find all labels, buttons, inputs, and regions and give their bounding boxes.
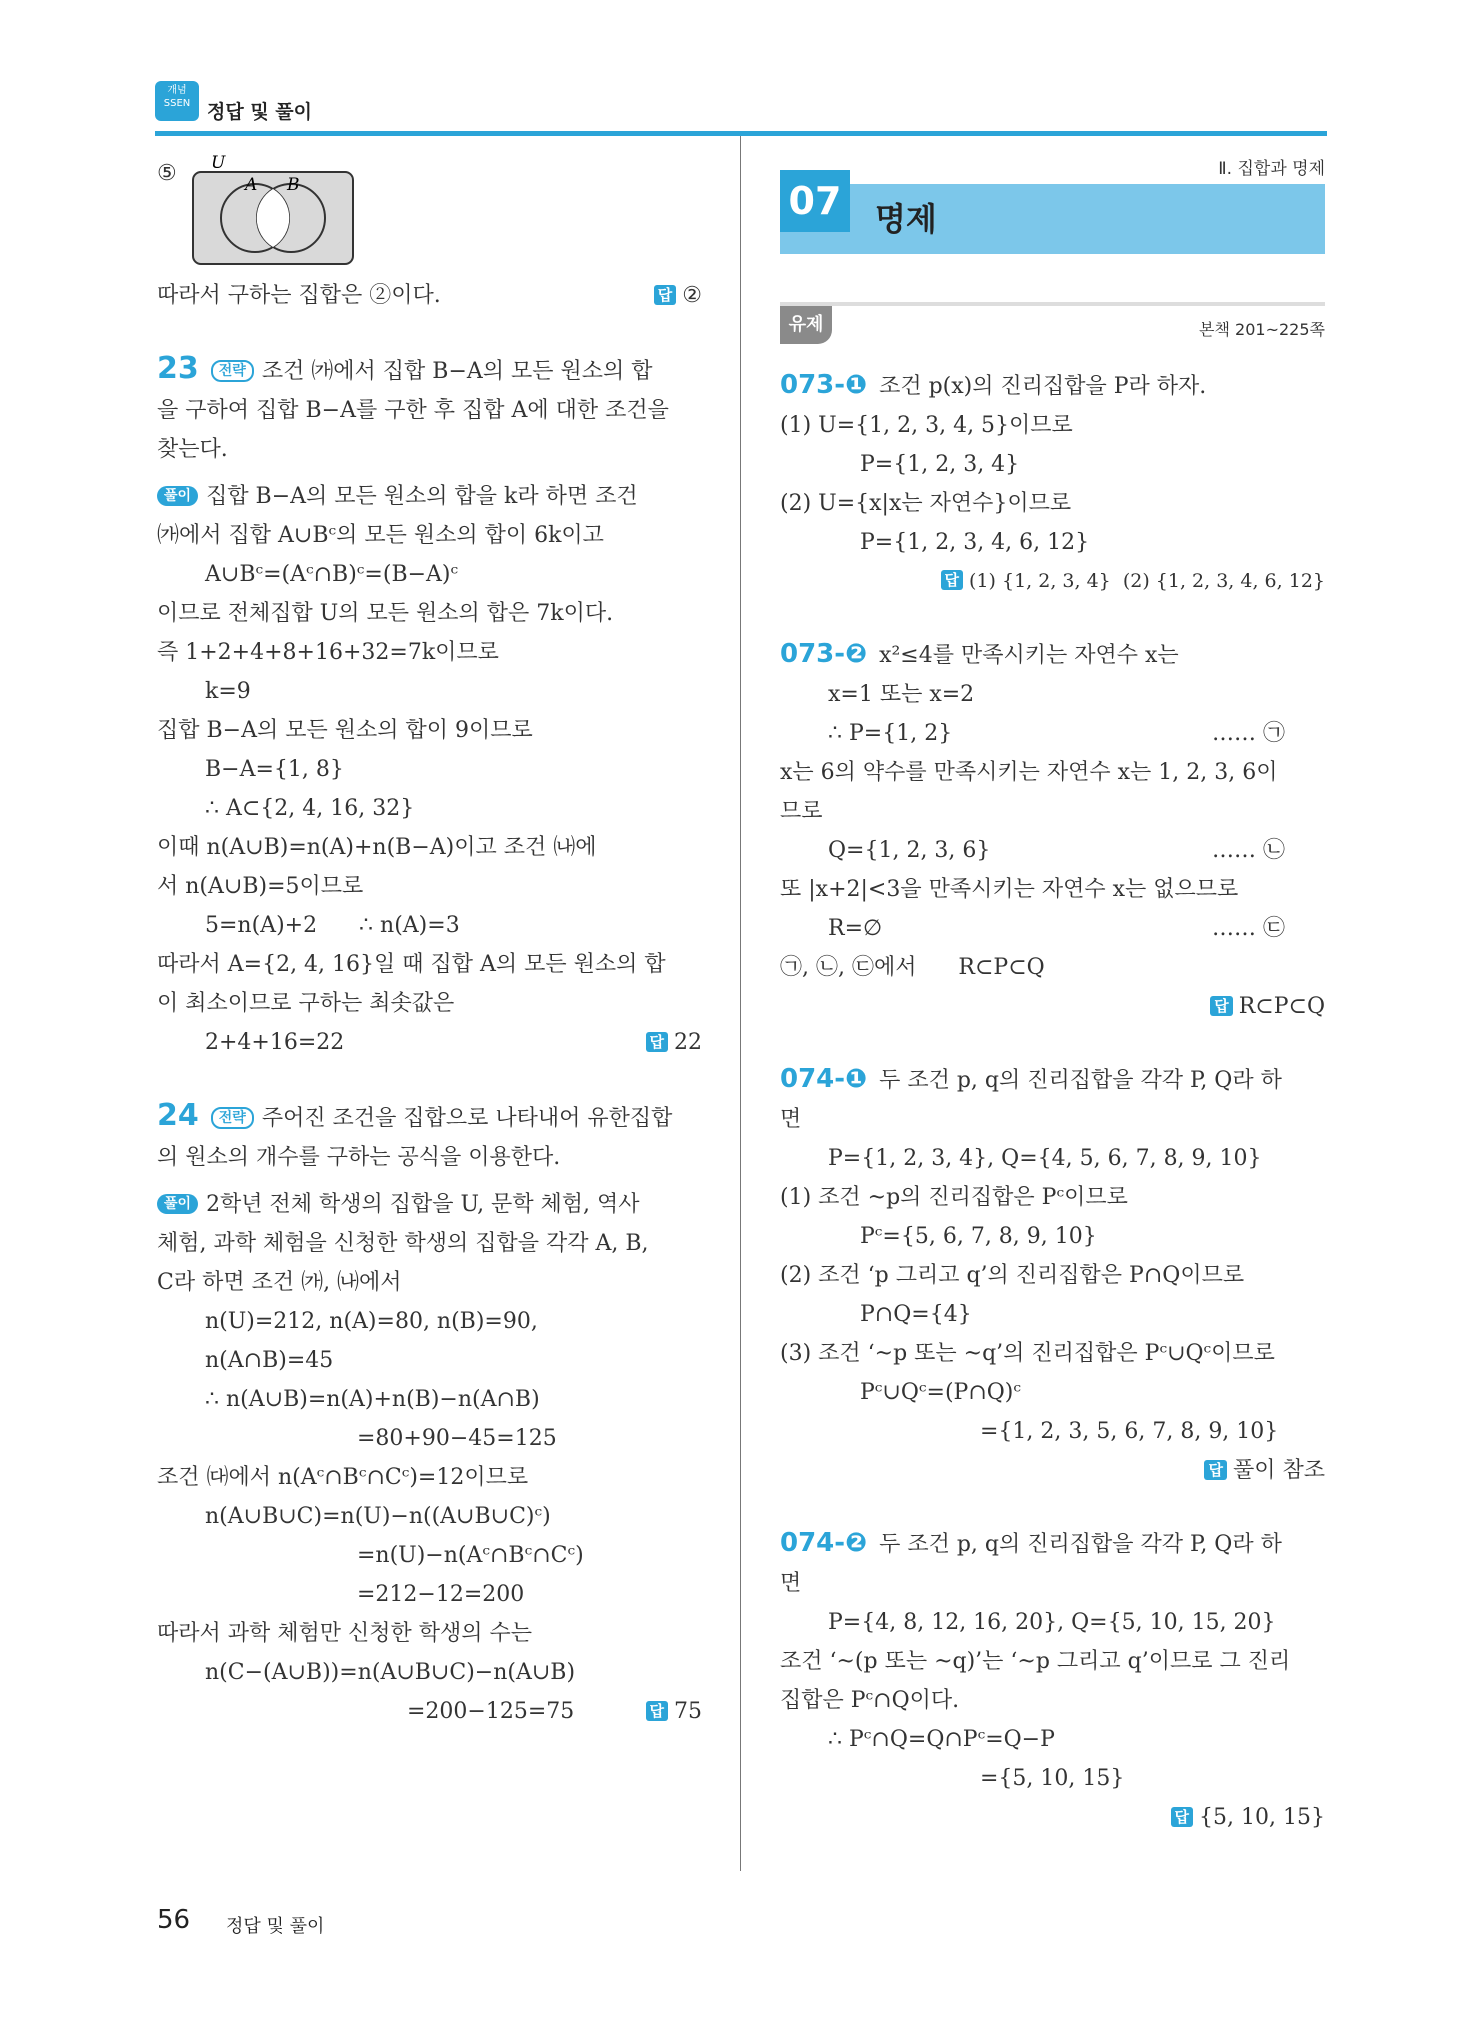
footer-title: 정답 및 풀이: [226, 1916, 325, 1937]
problem-073-2: 073-❷ x²≤4를 만족시키는 자연수 x는 x=1 또는 x=2 ∴ P={1, 2} …… ㉠ x는 6의 약수를 만족시키는 자연수 x는 1, 2, 3, 6이 므로 Q={1, 2, 3, 6} …… ㉡ 또 |x+2|<3을 만족시키는 자연수 x는 없으므로 R=∅ …… ㉢ ㉠, ㉡, ㉢에서 R⊂P⊂Q 답 R⊂P⊂Q: [780, 635, 1325, 1026]
solution-tag: 풀이: [157, 486, 198, 506]
problem-number: 23: [157, 351, 199, 386]
p22-conclusion: 따라서 구하는 집합은 ②이다. 답 ②: [157, 276, 702, 315]
problem-23: 23 전략 조건 ㈎에서 집합 B−A의 모든 원소의 합 을 구하여 집합 B−A를 구한 후 집합 A에 대한 조건을 찾는다. 풀이 집합 B−A의 모든 원소의 합을 k라 하면 조건 ㈎에서 집합 A∪Bᶜ의 모든 원소의 합이 6k이고 A∪Bᶜ=(Aᶜ∩B)ᶜ=(B−A)ᶜ 이므로 전체집합 U의 모든 원소의 합은 7k이다. 즉 1+2+4+8+16+32=7k이므로 k=9 집합 B−A의 모든 원소의 합이 9이므로 B−A={1, 8} ∴ A⊂{2, 4, 16, 32} 이때 n(A∪B)=n(A)+n(B−A)이고 조건 ㈏에 서 n(A∪B)=5이므로 5=n(A)+2 ∴ n(A)=3 따라서 A={2, 4, 16}일 때 집합 A의 모든 원소의 합 이 최소이므로 구하는 최솟값은 2+4+16=22 답 22: [157, 349, 702, 1062]
mark-1: …… ㉠: [1212, 721, 1285, 746]
section-header: [780, 296, 1325, 356]
section-badge: 유제: [780, 306, 832, 344]
p074-1-answer: 답 풀이 참조: [780, 1451, 1325, 1490]
page-header: [155, 75, 1325, 135]
p073-2-answer: 답 R⊂P⊂Q: [780, 987, 1325, 1026]
logo-bottom: SSEN: [163, 98, 191, 109]
venn-svg: [187, 150, 387, 270]
problem-074-1: 074-❶ 두 조건 p, q의 진리집합을 각각 P, Q라 하 면 P={1, 2, 3, 4}, Q={4, 5, 6, 7, 8, 9, 10} (1) 조건 ~p의 진리집합은 Pᶜ이므로 Pᶜ={5, 6, 7, 8, 9, 10} (2) 조건 ‘p 그리고 q’의 진리집합은 P∩Q이므로 P∩Q={4} (3) 조건 ‘~p 또는 ~q’의 진리집합은 Pᶜ∪Qᶜ이므로 Pᶜ∪Qᶜ=(P∩Q)ᶜ ={1, 2, 3, 5, 6, 7, 8, 9, 10} 답 풀이 참조: [780, 1060, 1325, 1490]
chapter-bar: [780, 184, 1325, 254]
mark-3: …… ㉢: [1212, 916, 1285, 941]
header-rule: [155, 131, 1327, 136]
chapter-number: 07: [780, 170, 850, 232]
page-number: 56: [157, 1905, 191, 1935]
chapter-header: [780, 150, 1325, 260]
section-page-ref: 본책 201~225쪽: [1199, 320, 1325, 339]
chapter-subtitle: Ⅱ. 집합과 명제: [1218, 159, 1325, 179]
problem-id: 074-❷: [780, 1528, 868, 1558]
left-column: [157, 150, 702, 1731]
logo-top: 개념: [167, 85, 187, 96]
p22-answer: 답 ②: [654, 276, 702, 315]
p074-2-answer: 답 {5, 10, 15}: [780, 1798, 1325, 1837]
solution-tag: 풀이: [157, 1194, 198, 1214]
venn-u-label: U: [211, 153, 226, 173]
problem-073-1: 073-❶ 조건 p(x)의 진리집합을 P라 하자. (1) U={1, 2, 3, 4, 5}이므로 P={1, 2, 3, 4} (2) U={x|x는 자연수}이므로 P={1, 2, 3, 4, 6, 12} 답 (1) {1, 2, 3, 4} (2) {1, 2, 3, 4, 6, 12}: [780, 366, 1325, 601]
problem-074-2: 074-❷ 두 조건 p, q의 진리집합을 각각 P, Q라 하 면 P={4, 8, 12, 16, 20}, Q={5, 10, 15, 20} 조건 ‘~(p 또는 ~q)’는 ‘~p 그리고 q’이므로 그 진리 집합은 Pᶜ∩Q이다. ∴ Pᶜ∩Q=Q∩Pᶜ=Q−P ={5, 10, 15} 답 {5, 10, 15}: [780, 1524, 1325, 1837]
problem-id: 073-❶: [780, 370, 868, 400]
problem-id: 074-❶: [780, 1064, 868, 1094]
chapter-title: 명제: [875, 200, 937, 238]
venn-b-label: B: [287, 175, 300, 195]
strategy-tag: 전략: [211, 1107, 254, 1129]
venn-a-label: A: [245, 175, 258, 195]
strategy-tag: 전략: [211, 360, 254, 382]
section-line: [780, 302, 1325, 306]
header-title: 정답 및 풀이: [207, 101, 312, 123]
mark-2: …… ㉡: [1212, 838, 1285, 863]
p24-answer: 답 75: [646, 1692, 703, 1731]
p23-answer: 답 22: [646, 1023, 703, 1062]
problem-id: 073-❷: [780, 639, 868, 669]
problem-number: 24: [157, 1098, 199, 1133]
venn-choice: ⑤: [157, 161, 177, 186]
problem-24: 24 전략 주어진 조건을 집합으로 나타내어 유한집합 의 원소의 개수를 구하는 공식을 이용한다. 풀이 2학년 전체 학생의 집합을 U, 문학 체험, 역사 체험, 과학 체험을 신청한 학생의 집합을 각각 A, B, C라 하면 조건 ㈎, ㈏에서 n(U)=212, n(A)=80, n(B)=90, n(A∩B)=45 ∴ n(A∪B)=n(A)+n(B)−n(A∩B) =80+90−45=125 조건 ㈐에서 n(Aᶜ∩Bᶜ∩Cᶜ)=12이므로 n(A∪B∪C)=n(U)−n((A∪B∪C)ᶜ) =n(U)−n(Aᶜ∩Bᶜ∩Cᶜ) =212−12=200 따라서 과학 체험만 신청한 학생의 수는 n(C−(A∪B))=n(A∪B∪C)−n(A∪B) =200−125=75 답 75: [157, 1096, 702, 1731]
column-divider: [740, 136, 741, 1871]
venn-diagram: [157, 150, 702, 270]
brand-logo: [155, 81, 199, 121]
p073-1-answer: 답 (1) {1, 2, 3, 4} (2) {1, 2, 3, 4, 6, 12}: [780, 562, 1325, 601]
right-column: [780, 150, 1325, 1837]
